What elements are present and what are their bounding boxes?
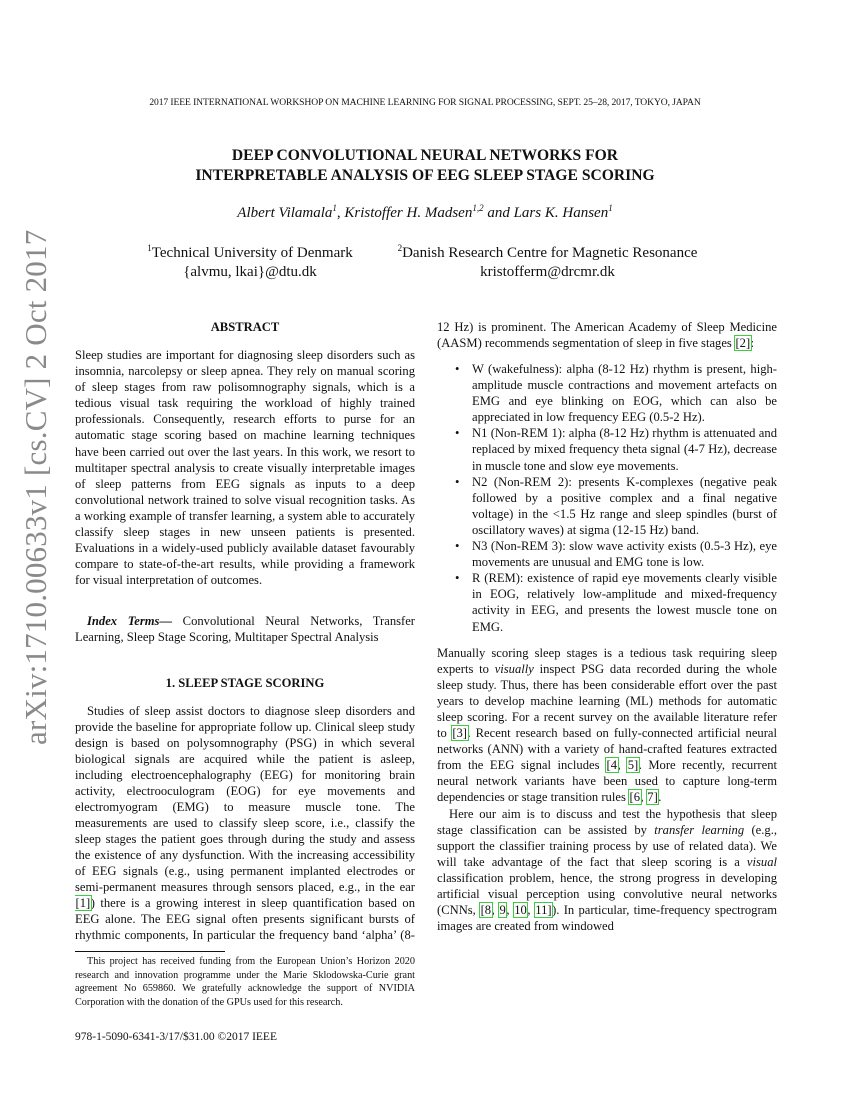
list-item: [437, 425, 777, 473]
index-terms: [75, 613, 415, 645]
text-run: .: [658, 790, 662, 805]
text-run: ) there is a growing interest in sleep quantification based on EEG alone. The EEG signal often presents significant bursts of rhythmic components, In particular the frequency band ‘alpha’ (8-: [75, 896, 415, 942]
author-sep: and: [483, 205, 514, 221]
right-column: [437, 319, 777, 934]
list-item-text: N2 (Non-REM 2): presents K-complexes (negative peak followed by a positive complex and a final negative voltage) in the <1.5 Hz range and sleep spindles (burst of oscillatory waves) at sigma (12-15 Hz) band.: [472, 474, 777, 537]
text-run: Studies of sleep assist doctors to diagnose sleep disorders and provide the baseline for appropriate follow up. Clinical sleep study design is based on polysomnography (PSG) in which several biological signals are acquired while the patient is asleep, including electroencephalography (EEG) for monitoring brain activity, electrooculogram (EOG) for eye movements and electromyogram (EMG) to measure muscle tone. The measurements are used to classify sleep score, i.e., classify the sleep stages the patient goes through during the study and assess the existence of any dysfunction. With the increasing accessibility of EEG signals (e.g., using permanent implanted electrodes or semi-permanent measures through sensors placed, e.g., in the ear: [75, 704, 415, 894]
paragraph: [437, 806, 777, 935]
author-name: Kristoffer H. Madsen: [344, 205, 473, 221]
footnote-rule: [75, 951, 225, 952]
affil-email[interactable]: kristofferm@drcmr.dk: [480, 264, 615, 280]
emphasis-text: transfer learning: [654, 822, 745, 837]
author-affil-sup: 1,2: [472, 203, 484, 213]
author-affil-sup: 1: [608, 203, 613, 213]
list-item: [437, 538, 777, 570]
abstract-text: Sleep studies are important for diagnosing sleep disorders such as insomnia, narcolepsy or sleep apnea. They rely on manual scoring of sleep stages from raw polisomnography signals, which is a tedious visual task requiring the workload of highly trained professionals. Consequently, research efforts to purse for an automatic stage scoring based on machine learning techniques have been carried out over the last years. In this work, we resort to multitaper spectral analysis to create visually interpretable images of sleep patterns from EEG signals as inputs to a deep convolutional network trained to solve visual recognition tasks. As a working example of transfer learning, a system able to accurately classify sleep stages in new unseen patients is presented. Evaluations in a widely-used publicly available dataset favourably compare to state-of-the-art results, while providing a framework for visual interpretation of outcomes.: [75, 348, 415, 588]
list-item: [437, 570, 777, 634]
abstract-heading: ABSTRACT: [210, 320, 280, 334]
section-heading: 1. SLEEP STAGE SCORING: [165, 676, 325, 690]
footnote: This project has received funding from the European Union’s Horizon 2020 research and innovation programme under the Marie Sklodowska-Curie grant agreement No 659860. We gratefully acknowledge the support of NVIDIA Corporation with the donation of the GPUs used for this research.: [75, 956, 415, 1008]
text-run: :: [750, 336, 755, 350]
citation-link[interactable]: [1]: [75, 896, 91, 910]
index-terms-text: Convolutional Neural Networks, Transfer Learning, Sleep Stage Scoring, Multitaper Spectral Analysis: [75, 614, 415, 645]
bullet-icon: •: [455, 571, 460, 586]
sleep-stage-list: [437, 361, 777, 635]
list-item-text: N3 (Non-REM 3): slow wave activity exists (0.5-3 Hz), eye movements are unusual and EMG tone is low.: [472, 539, 777, 570]
paper-title: [0, 146, 850, 186]
affiliation-2: [375, 244, 720, 282]
text-run: . More recently, recurrent neural network variants have been used to capture long-term dependencies or stage transition rules: [437, 758, 778, 805]
text-run: ,: [491, 903, 500, 918]
paragraph: [75, 703, 415, 943]
text-run: . Recent research based on fully-connected artificial neural networks (ANN) with a variety of hand-crafted features extracted from the EEG signal includes: [437, 726, 777, 773]
bullet-icon: •: [455, 474, 460, 489]
bullet-icon: •: [455, 539, 460, 554]
text-run: 12 Hz) is prominent. The American Academy of Sleep Medicine (AASM) recommends segmentation of sleep in five stages: [437, 320, 777, 350]
paragraph-continued: [437, 319, 777, 351]
text-run: ,: [640, 790, 647, 805]
text-run: inspect PSG data recorded during the whole sleep study. Thus, there has been considerable effort over the past years to develop machine learning (ML) methods for automatic sleep scoring. For a recent survey on the available literature refer to: [437, 661, 777, 741]
affil-sup: 2: [397, 243, 403, 253]
emphasis-text: visual: [746, 854, 777, 869]
conference-header: 2017 IEEE INTERNATIONAL WORKSHOP ON MACHINE LEARNING FOR SIGNAL PROCESSING, SEPT. 25–28, 2017, TOKYO, JAPAN: [149, 97, 701, 108]
text-run: classification problem, hence, the strong progress in developing artificial visual perception using convolutive neural networks (CNNs,: [437, 870, 777, 918]
text-run: Here our aim is to discuss and test the hypothesis that sleep stage classification can be assisted by: [437, 806, 777, 837]
section1-para1-continued-window: [437, 319, 777, 351]
citation-link[interactable]: [3]: [452, 726, 467, 741]
affil-email[interactable]: {alvmu, lkai}@dtu.dk: [183, 264, 317, 280]
citation-link[interactable]: [2]: [735, 336, 751, 350]
list-item: [437, 474, 777, 538]
text-run: ,: [617, 758, 628, 773]
citation-link[interactable]: [6: [629, 790, 640, 805]
citation-link[interactable]: 5]: [627, 758, 639, 773]
title-line: INTERPRETABLE ANALYSIS OF EEG SLEEP STAGE SCORING: [195, 167, 655, 184]
citation-link[interactable]: 7]: [647, 790, 658, 805]
list-item-text: W (wakefulness): alpha (8-12 Hz) rhythm is present, high-amplitude muscle contractions and movement artefacts on EMG and eye blinking on EOG, which can also be appreciated in low frequency EEG (0.5-2 Hz).: [472, 362, 777, 425]
citation-link[interactable]: [4: [606, 758, 618, 773]
text-run: ,: [527, 903, 535, 918]
affil-name: Danish Research Centre for Magnetic Resonance: [402, 245, 698, 261]
citation-link[interactable]: 9: [499, 903, 506, 918]
paragraph: [437, 645, 777, 806]
author-list: [0, 205, 850, 222]
text-run: ). In particular, time-frequency spectrogram images are created from windowed: [437, 903, 778, 934]
author-name: Lars K. Hansen: [513, 205, 609, 221]
title-line: DEEP CONVOLUTIONAL NEURAL NETWORKS FOR: [231, 147, 619, 164]
affil-name: Technical University of Denmark: [151, 245, 353, 261]
arxiv-stamp: arXiv:1710.00633v1 [cs.CV] 2 Oct 2017: [18, 229, 53, 745]
text-run: Manually scoring sleep stages is a tedious task requiring sleep experts to: [437, 645, 777, 676]
affil-sup: 1: [147, 243, 152, 253]
isbn-copyright: 978-1-5090-6341-3/17/$31.00 ©2017 IEEE: [75, 1031, 277, 1043]
text-run: (e.g., support the classifier training process by use of related data). We will take advantage of the fact that sleep scoring is a: [437, 822, 777, 869]
text-run: ,: [506, 903, 514, 918]
section1-para1-left-window: [75, 703, 415, 943]
bullet-icon: •: [455, 362, 460, 376]
author-name: Albert Vilamala: [237, 205, 333, 221]
index-terms-label: Index Terms—: [87, 614, 173, 628]
citation-link[interactable]: [8: [480, 903, 492, 918]
bullet-icon: •: [455, 426, 460, 441]
list-item-text: N1 (Non-REM 1): alpha (8-12 Hz) rhythm is attenuated and replaced by mixed frequency theta signal (4-7 Hz), decrease in muscle tone and slow eye movements.: [472, 426, 777, 473]
author-affil-sup: 1: [332, 203, 337, 213]
list-item-text: R (REM): existence of rapid eye movements clearly visible in EOG, relatively low-amplitude and mixed-frequency activity in EEG, and presents the lowest muscle tone on EMG.: [472, 571, 777, 634]
affiliation-1: [130, 244, 370, 282]
citation-link[interactable]: 10: [514, 903, 527, 918]
emphasis-text: visually: [494, 661, 534, 676]
list-item: [437, 361, 777, 425]
citation-link[interactable]: 11]: [535, 903, 552, 918]
author-sep: ,: [336, 205, 345, 221]
